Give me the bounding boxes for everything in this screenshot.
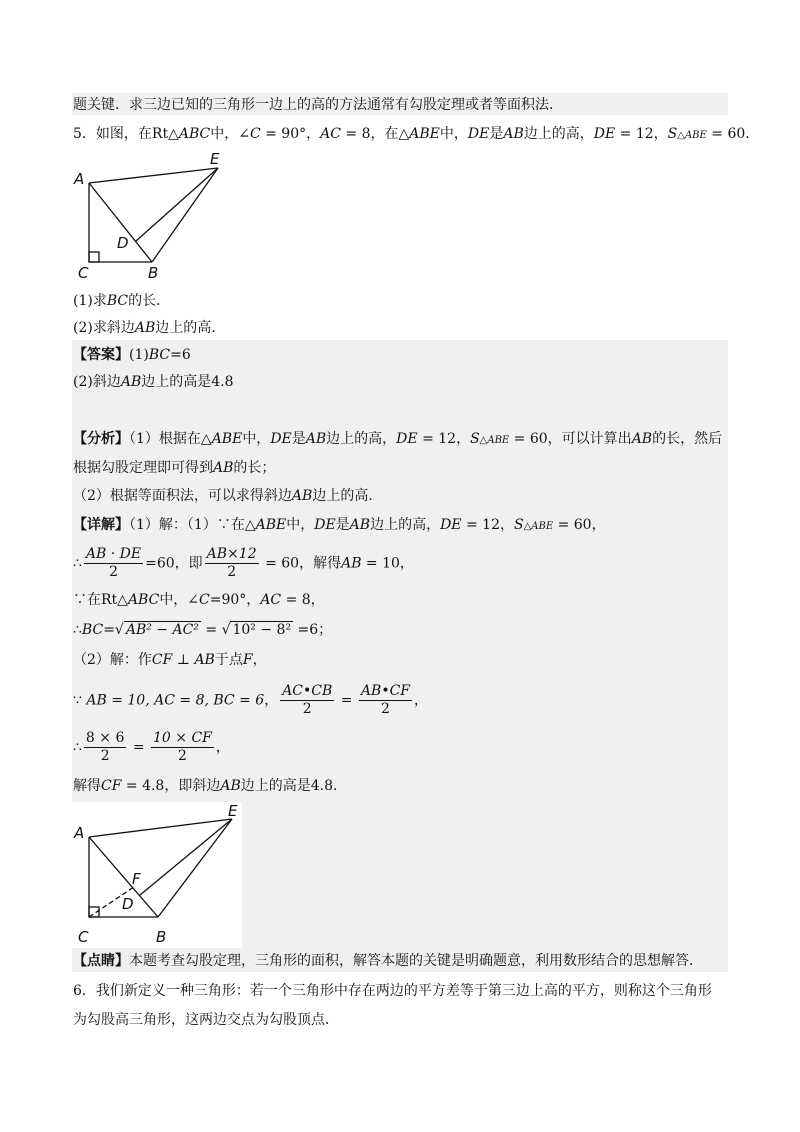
analysis-line-3: （2）根据等面积法，可以求得斜边AB边上的高． [73,488,383,504]
fraction-8-6: $\frac{8 \times 6}{2}$ [85,730,125,764]
answer-line-2: (2)斜边AB边上的高是4.8 [73,374,234,390]
part-1: (1)求BC的长． [73,293,171,309]
fraction-ab-12: $\frac{AB\times 12}{2}$ [206,546,257,580]
detail-line-7: ∴ $\frac{8 \times 6}{2}$ = $\frac{10 \times CF}{2}$ ， [73,730,230,764]
fraction-ab-de: $\frac{AB \cdot DE}{2}$ [85,546,142,580]
fraction-ac-cb: $\frac{AC•CB}{2}$ [282,683,333,717]
detail-line-3: ∵在Rt△ABC中，∠C=90°，AC = 8， [73,592,325,608]
fig1-label-b: B [148,264,159,282]
fig2-label-b: B [156,928,167,946]
comment-line: 【点睛】本题考查勾股定理，三角形的面积，解答本题的关键是明确题意，利用数形结合的思想解答． [73,953,703,969]
shade-answer-fig [242,802,728,948]
detail-line-5: （2）解：作CF ⊥ AB于点F， [73,652,267,668]
detail-line-4: ∴BC=√ AB² − AC² = √ 10² − 8² =6； [73,622,333,638]
detail-line-1: 【详解】（1）解：（1）∵在△ABE中，DE是AB边上的高，DE = 12，S△ABE = 60， [73,517,606,533]
detail-line-2: ∴ $\frac{AB \cdot DE}{2}$ =60，即 $\frac{AB\times 12}{2}$ = 60，解得AB = 10， [73,546,414,580]
question-5: 5．如图，在Rt△ABC中，∠C = 90°，AC = 8，在△ABE中，DE是AB边上的高，DE = 12，S△ABE = 60． [73,126,760,142]
fig1-label-e: E [210,150,220,168]
detail-line-6: ∵ AB = 10, AC = 8, BC = 6， $\frac{AC•CB}{2}$ = $\frac{AB•CF}{2}$ ， [73,683,429,717]
fig2-label-a: A [74,824,85,842]
fraction-ab-cf: $\frac{AB•CF}{2}$ [360,683,411,717]
figure-2 [72,802,242,948]
analysis-line-2: 根据勾股定理即可得到AB的长； [73,460,276,476]
fig1-label-d: D [117,234,129,252]
intro-line: 题关键．求三边已知的三角形一边上的高的方法通常有勾股定理或者等面积法． [73,97,563,113]
fraction-10-cf: $\frac{10 \times CF}{2}$ [153,730,212,764]
fig2-label-f: F [132,870,141,888]
fig2-label-c: C [78,928,89,946]
answer-line-1: 【答案】(1)BC=6 [73,347,191,363]
question-6-line-1: 6．我们新定义一种三角形：若一个三角形中存在两边的平方差等于第三边上高的平方，则称这个三角形 [73,983,712,999]
fig2-label-e: E [228,802,238,820]
detail-line-8: 解得CF = 4.8，即斜边AB边上的高是4.8． [73,778,348,794]
fig2-label-d: D [122,895,134,913]
figure-1 [72,148,232,283]
part-2: (2)求斜边AB边上的高． [73,320,226,336]
analysis-line-1: 【分析】（1）根据在△ABE中，DE是AB边上的高，DE = 12，S△ABE = 60，可以计算出AB的长，然后 [73,431,723,447]
question-6-line-2: 为勾股高三角形，这两边交点为勾股顶点． [73,1012,339,1028]
fig1-label-c: C [78,264,89,282]
fig1-label-a: A [74,170,85,188]
